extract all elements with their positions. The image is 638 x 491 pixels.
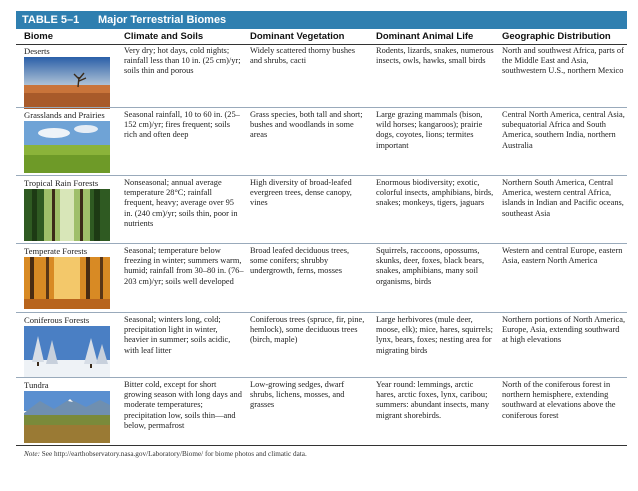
distribution-cell: Northern portions of North America, Europe, Asia, extending southward at high elevations bbox=[502, 315, 626, 345]
vegetation-cell: Grass species, both tall and short; bushes and woodlands in some areas bbox=[250, 110, 363, 140]
rainforest-photo bbox=[24, 189, 110, 241]
distribution-cell: Western and central Europe, eastern Asia, eastern North America bbox=[502, 246, 623, 266]
climate-cell: Seasonal; winters long, cold; precipitation light in winter, heavier in summer; soils acidic, with leaf litter bbox=[124, 315, 231, 355]
climate-cell: Very dry; hot days, cold nights; rainfall less than 10 in. (25 cm)/yr; soils thin and porous bbox=[124, 46, 241, 76]
climate-cell: Seasonal; temperature below freezing in winter; summers warm, humid; rainfall from 30–80 in. (76–203 cm)/yr; soils well developed bbox=[124, 246, 244, 286]
vegetation-cell: High diversity of broad-leafed evergreen trees, dense canopy, vines bbox=[250, 178, 352, 208]
note-label: Note: bbox=[24, 450, 40, 458]
climate-cell: Nonseasonal; annual average temperature 28°C; rainfall frequent, heavy; average over 95 in. (240 cm)/yr; soils thin, poor in nutrients bbox=[124, 178, 238, 228]
animals-cell: Squirrels, raccoons, opossums, skunks, deer, foxes, black bears, snakes, amphibians, many soil organisms, birds bbox=[376, 246, 485, 286]
vegetation-cell: Broad leafed deciduous trees, some conifers; shrubby undergrowth, ferns, mosses bbox=[250, 246, 350, 276]
biome-name: Temperate Forests bbox=[24, 246, 88, 256]
table-title-bar bbox=[16, 11, 627, 29]
biome-name: Grasslands and Prairies bbox=[24, 110, 105, 120]
table-bottom-rule bbox=[16, 445, 627, 446]
row-divider bbox=[16, 377, 627, 378]
temperate-forest-photo bbox=[24, 257, 110, 309]
grassland-photo bbox=[24, 121, 110, 173]
row-divider bbox=[16, 243, 627, 244]
row-divider bbox=[16, 312, 627, 313]
climate-cell: Bitter cold, except for short growing season with long days and moderate temperatures; precipitation low, soils thin—and below, permafrost bbox=[124, 380, 242, 430]
animals-cell: Large grazing mammals (bison, wild horses; kangaroos); prairie dogs, coyotes, lions; termites important bbox=[376, 110, 483, 150]
note-text: See http://earthobservatory.nasa.gov/Laboratory/Biome/ for biome photos and climatic data. bbox=[39, 450, 307, 458]
table-number: TABLE 5–1 bbox=[22, 14, 80, 26]
tundra-photo bbox=[24, 391, 110, 443]
row-divider bbox=[16, 107, 627, 108]
biome-name: Coniferous Forests bbox=[24, 315, 90, 325]
coniferous-forest-photo bbox=[24, 326, 110, 378]
vegetation-cell: Widely scattered thorny bushes and shrubs, cacti bbox=[250, 46, 356, 66]
biome-name: Tundra bbox=[24, 380, 49, 390]
animals-cell: Enormous biodiversity; exotic, colorful insects, amphibians, birds, snakes; monkeys, tigers, jaguars bbox=[376, 178, 494, 208]
header-vegetation: Dominant Vegetation bbox=[250, 31, 345, 42]
row-divider bbox=[16, 175, 627, 176]
biome-name: Tropical Rain Forests bbox=[24, 178, 99, 188]
animals-cell: Rodents, lizards, snakes, numerous insects, owls, hawks, small birds bbox=[376, 46, 494, 66]
distribution-cell: Northern South America, Central America, western central Africa, islands in Indian and Pacific oceans, southeast Asia bbox=[502, 178, 624, 218]
header-rule bbox=[16, 44, 627, 45]
vegetation-cell: Low-growing sedges, dwarf shrubs, lichens, mosses, and grasses bbox=[250, 380, 345, 410]
animals-cell: Year round: lemmings, arctic hares, arctic foxes, lynx, caribou; summers: abundant insects, many migrant shorebirds. bbox=[376, 380, 490, 420]
header-biome: Biome bbox=[24, 31, 54, 42]
desert-photo bbox=[24, 57, 110, 109]
header-distribution: Geographic Distribution bbox=[502, 31, 611, 42]
biome-name: Deserts bbox=[24, 46, 50, 56]
vegetation-cell: Coniferous trees (spruce, fir, pine, hemlock), some deciduous trees (birch, maple) bbox=[250, 315, 365, 345]
climate-cell: Seasonal rainfall, 10 to 60 in. (25–152 cm)/yr; fires frequent; soils rich and often deep bbox=[124, 110, 240, 140]
table-note bbox=[24, 450, 307, 458]
distribution-cell: Central North America, central Asia, subequatorial Africa and South America, southern India, northern Australia bbox=[502, 110, 625, 150]
distribution-cell: North of the coniferous forest in northern hemisphere, extending southward at elevations above the coniferous forest bbox=[502, 380, 616, 420]
distribution-cell: North and southwest Africa, parts of the Middle East and Asia, southwestern U.S., northern Mexico bbox=[502, 46, 624, 76]
header-climate: Climate and Soils bbox=[124, 31, 204, 42]
header-animals: Dominant Animal Life bbox=[376, 31, 474, 42]
table-title: Major Terrestrial Biomes bbox=[98, 14, 227, 26]
animals-cell: Large herbivores (mule deer, moose, elk); mice, hares, squirrels; lynx, bears, foxes; nesting area for migrating birds bbox=[376, 315, 493, 355]
